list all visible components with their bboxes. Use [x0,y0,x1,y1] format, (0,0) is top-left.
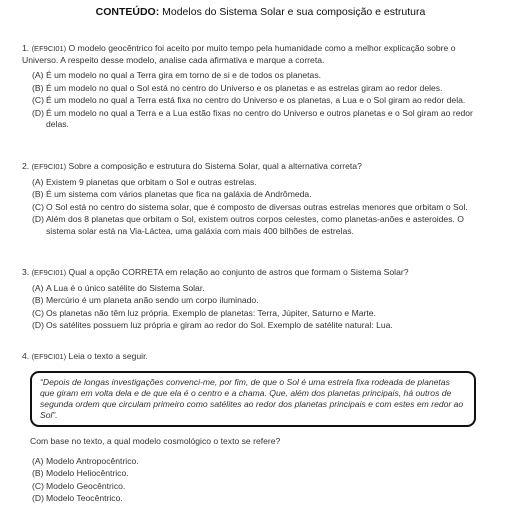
option-letter: (B) [32,468,44,478]
answer-option-d[interactable] [32,320,492,332]
option-letter: (D) [32,493,44,503]
option-text: Modelo Geocêntrico. [46,480,126,491]
option-text: Além dos 8 planetas que orbitam o Sol, existem outros corpos celestes, como planetas-anões e asteroides. O sistema solar está na Via-Láctea, uma galáxia com mais 400 bilhões de estrelas. [46,214,464,236]
question-4 [22,351,492,363]
option-letter: (C) [32,95,44,105]
option-letter: (D) [32,320,44,330]
answer-option-d[interactable] [32,108,492,131]
answer-option-c[interactable] [32,481,492,493]
option-letter: (C) [32,307,44,318]
quote-text: “Depois de longas investigações convenci-me, por fim, de que o Sol é uma estrela fixa rodeada de planetas que giram em volta dela e de que ela é o centro e a chama. Que, além dos planetas principais, há outros de segunda ordem que circulam primeiro como satélites ao redor dos planetas principais e com estes em redor ao Sol”. [40,377,464,420]
answer-option-b[interactable] [32,295,492,307]
option-text: Mercúrio é um planeta anão sendo um corpo iluminado. [46,295,259,305]
question-number: 3. [22,267,30,277]
option-text: Modelo Teocêntrico. [46,493,123,503]
answer-option-a[interactable] [32,456,492,468]
question-3 [22,267,492,333]
option-letter: (A) [32,70,44,80]
question-3-stem [22,267,492,279]
answer-option-c[interactable] [32,95,492,107]
option-text: Modelo Heliocêntrico. [46,468,129,478]
answer-option-b[interactable] [32,83,492,95]
quote-box [30,371,476,427]
answer-option-a[interactable] [32,177,492,189]
answer-option-b[interactable] [32,189,492,201]
title-text: Modelos do Sistema Solar e sua composição e estrutura [159,6,426,18]
question-text: Sobre a composição e estrutura do Sistema Solar, qual a alternativa correta? [68,161,362,171]
option-text: Os satélites possuem luz própria e giram ao redor do Sol. Exemplo de satélite natural: Lua. [46,320,393,330]
option-letter: (A) [32,455,44,466]
option-letter: (D) [32,107,44,118]
skill-code: (EF9CI01) [31,352,67,361]
question-2-stem [22,161,492,173]
option-text: É um modelo no qual a Terra está fixa no centro do Universo e os planetas, a Lua e o Sol giram ao redor dela. [46,95,466,105]
question-4-stem [22,351,492,363]
option-letter: (B) [32,295,44,305]
answer-option-a[interactable] [32,283,492,295]
question-number: 1. [22,43,30,53]
option-letter: (C) [32,201,44,212]
question-number: 4. [22,351,30,361]
question-text: Qual a opção CORRETA em relação ao conjunto de astros que formam o Sistema Solar? [68,267,409,277]
option-letter: (A) [32,282,44,293]
option-letter: (A) [32,176,44,187]
option-text: O Sol está no centro do sistema solar, que é composto de diversas outras estrelas menores que orbitam o Sol. [46,201,468,212]
option-letter: (D) [32,214,44,224]
answer-option-b[interactable] [32,468,492,480]
option-letter: (B) [32,189,44,199]
question-1 [22,43,492,132]
answer-option-d[interactable] [32,493,492,505]
answer-option-d[interactable] [32,214,492,237]
question-4-prompt: Com base no texto, a qual modelo cosmológico o texto se refere? [30,436,281,446]
title-label: CONTEÚDO: [95,6,160,18]
question-number: 2. [22,161,30,171]
skill-code: (EF9CI01) [31,268,67,277]
option-text: Existem 9 planetas que orbitam o Sol e outras estrelas. [46,176,257,187]
option-text: Os planetas não têm luz própria. Exemplo de planetas: Terra, Júpiter, Saturno e Marte. [46,307,376,318]
option-text: Modelo Antropocêntrico. [46,455,139,466]
answer-option-c[interactable] [32,308,492,320]
option-text: É um modelo no qual a Terra e a Lua estão fixas no centro do Universo e outros planetas e o Sol giram ao redor delas. [46,107,473,129]
answer-option-c[interactable] [32,202,492,214]
answer-options [32,456,492,505]
option-text: É um modelo no qual a Terra gira em torno de si e de todos os planetas. [46,70,322,80]
option-letter: (C) [32,480,44,491]
page-title [0,6,521,18]
skill-code: (EF9CI01) [31,162,67,171]
option-letter: (B) [32,82,44,93]
question-4-followup [22,436,492,506]
answer-options [32,283,492,332]
question-text: Leia o texto a seguir. [68,351,148,361]
answer-options [32,70,492,131]
option-text: É um modelo no qual o Sol está no centro do Universo e os planetas e as estrelas giram ao redor deles. [46,82,443,93]
question-text: O modelo geocêntrico foi aceito por muito tempo pela humanidade como a melhor explicação sobre o Universo. A respeito desse modelo, analise cada afirmativa e marque a correta. [22,43,456,65]
answer-option-a[interactable] [32,70,492,82]
question-1-stem [22,43,492,66]
question-2 [22,161,492,238]
skill-code: (EF9CI01) [31,44,67,53]
option-text: É um sistema com vários planetas que fica na galáxia de Andrômeda. [46,189,312,199]
option-text: A Lua é o único satélite do Sistema Solar. [46,282,205,293]
answer-options [32,177,492,238]
